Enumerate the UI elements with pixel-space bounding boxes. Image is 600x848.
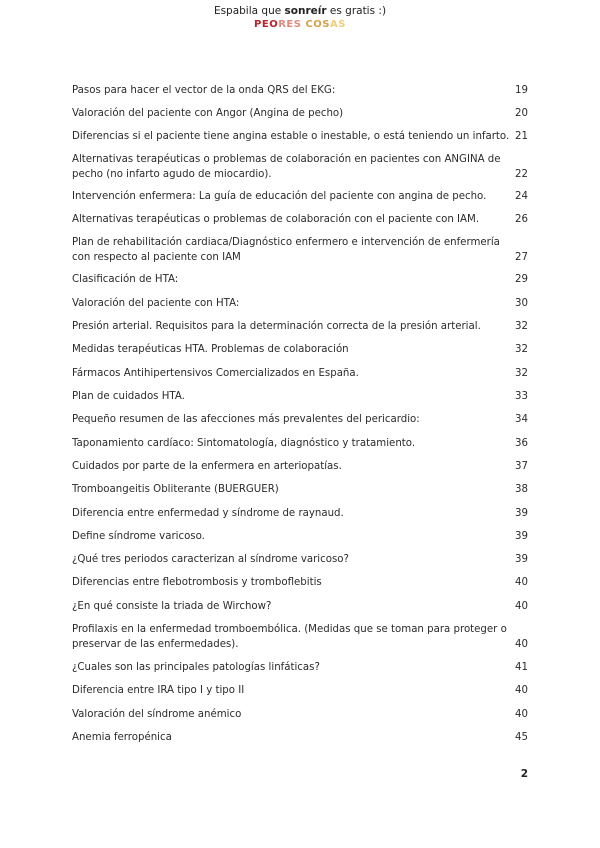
brand-logo — [0, 18, 600, 31]
tagline — [0, 4, 600, 18]
toc-entry[interactable] — [72, 460, 528, 475]
toc-entry[interactable] — [72, 107, 528, 122]
toc-entry-title: Plan de rehabilitación cardiaca/Diagnóstico enfermero e intervención de enfermería con respecto al paciente con IAM — [72, 237, 500, 263]
toc-entry[interactable] — [72, 343, 528, 358]
toc-entry[interactable] — [72, 553, 528, 568]
toc-entry-title: Diferencia entre enfermedad y síndrome de raynaud. — [72, 508, 344, 519]
toc-entry-page: 26 — [515, 214, 528, 225]
toc-entry-page: 40 — [515, 709, 528, 720]
toc-entry-page: 36 — [515, 438, 528, 449]
toc-entry-page: 45 — [515, 732, 528, 743]
toc-entry[interactable] — [72, 413, 528, 428]
toc-entry-page: 41 — [515, 662, 528, 673]
toc-entry-title: Plan de cuidados HTA. — [72, 391, 185, 402]
toc-entry-page: 40 — [515, 685, 528, 696]
toc-entry-title: Valoración del paciente con HTA: — [72, 298, 240, 309]
toc-entry-title: Anemia ferropénica — [72, 732, 172, 743]
toc-entry-title: Diferencias si el paciente tiene angina estable o inestable, o está teniendo un infarto. — [72, 131, 510, 142]
toc-entry-page: 39 — [515, 531, 528, 542]
toc-entry[interactable] — [72, 297, 528, 312]
toc-entry-page: 40 — [515, 638, 528, 650]
toc-entry[interactable] — [72, 600, 528, 615]
toc-entry-page: 27 — [515, 251, 528, 263]
toc-entry-title: Clasificación de HTA: — [72, 274, 179, 285]
toc-entry[interactable] — [72, 530, 528, 545]
toc-entry-page: 20 — [515, 108, 528, 119]
toc-entry-title: Profilaxis en la enfermedad tromboembólica. (Medidas que se toman para proteger o preservar de las enfermedades). — [72, 624, 507, 650]
toc-entry-page: 40 — [515, 577, 528, 588]
toc-entry-page: 38 — [515, 484, 528, 495]
toc-entry-page: 39 — [515, 508, 528, 519]
tagline-pre: Espabila que — [213, 5, 285, 17]
toc-entry[interactable] — [72, 483, 528, 498]
toc-entry-title: Intervención enfermera: La guía de educación del paciente con angina de pecho. — [72, 191, 487, 202]
toc-entry-title: Define síndrome varicoso. — [72, 531, 205, 542]
toc-entry-title: ¿Qué tres periodos caracterizan al síndrome varicoso? — [72, 554, 349, 565]
toc-entry-page: 40 — [515, 601, 528, 612]
toc-entry-title: Alternativas terapéuticas o problemas de colaboración con el paciente con IAM. — [72, 214, 480, 225]
tagline-post: es gratis :) — [326, 5, 387, 17]
toc-entry-title: Cuidados por parte de la enfermera en arteriopatías. — [72, 461, 342, 472]
toc-entry[interactable] — [72, 236, 528, 265]
toc-entry-title: Valoración del paciente con Angor (Angina de pecho) — [72, 108, 344, 119]
toc-entry-page: 33 — [515, 391, 528, 402]
toc-entry-title: Pasos para hacer el vector de la onda QRS del EKG: — [72, 85, 336, 96]
toc-entry-page: 24 — [515, 191, 528, 202]
toc-entry[interactable] — [72, 190, 528, 205]
brand-part: PEO — [254, 19, 279, 30]
toc-entry[interactable] — [72, 623, 528, 652]
toc-entry[interactable] — [72, 84, 528, 99]
brand-part: AS — [329, 19, 346, 30]
toc-entry-title: Diferencias entre flebotrombosis y tromboflebitis — [72, 577, 322, 588]
toc-entry-title: ¿Cuales son las principales patologías linfáticas? — [72, 662, 320, 673]
toc-entry-page: 19 — [515, 85, 528, 96]
toc-entry-page: 22 — [515, 168, 528, 180]
toc-entry-page: 29 — [515, 274, 528, 285]
toc-entry[interactable] — [72, 390, 528, 405]
toc-entry-title: Tromboangeitis Obliterante (BUERGUER) — [72, 484, 279, 495]
toc-entry-title: Valoración del síndrome anémico — [72, 709, 242, 720]
toc-entry-page: 32 — [515, 344, 528, 355]
toc-entry[interactable] — [72, 661, 528, 676]
toc-entry[interactable] — [72, 320, 528, 335]
toc-entry-title: Presión arterial. Requisitos para la determinación correcta de la presión arterial. — [72, 321, 481, 332]
toc-entry-page: 39 — [515, 554, 528, 565]
toc-entry-page: 32 — [515, 368, 528, 379]
toc-entry[interactable] — [72, 213, 528, 228]
toc-entry-page: 30 — [515, 298, 528, 309]
toc-entry-page: 21 — [515, 131, 528, 142]
toc-entry[interactable] — [72, 367, 528, 382]
toc-entry-title: Fármacos Antihipertensivos Comercializados en España. — [72, 368, 359, 379]
toc-entry[interactable] — [72, 130, 528, 145]
toc-entry[interactable] — [72, 273, 528, 288]
brand-part: COS — [305, 19, 330, 30]
toc-entry[interactable] — [72, 437, 528, 452]
page-number: 2 — [520, 768, 528, 780]
toc-entry[interactable] — [72, 507, 528, 522]
toc-entry-title: Taponamiento cardíaco: Sintomatología, diagnóstico y tratamiento. — [72, 438, 416, 449]
toc-entry-title: Diferencia entre IRA tipo I y tipo II — [72, 685, 245, 696]
page-header — [0, 4, 600, 31]
toc-entry-page: 32 — [515, 321, 528, 332]
toc-entry-title: Pequeño resumen de las afecciones más prevalentes del pericardio: — [72, 414, 420, 425]
toc-entry[interactable] — [72, 684, 528, 699]
brand-part: RES — [278, 19, 302, 30]
toc-entry[interactable] — [72, 708, 528, 723]
toc-entry-title: Medidas terapéuticas HTA. Problemas de colaboración — [72, 344, 349, 355]
toc-entry[interactable] — [72, 731, 528, 746]
toc-entry-page: 37 — [515, 461, 528, 472]
toc-entry-title: Alternativas terapéuticas o problemas de colaboración en pacientes con ANGINA de pecho (no infarto agudo de miocardio). — [72, 154, 501, 180]
toc-entry-title: ¿En qué consiste la triada de Wirchow? — [72, 601, 272, 612]
toc-entry[interactable] — [72, 153, 528, 182]
toc-entry-page: 34 — [515, 414, 528, 425]
tagline-bold: sonreír — [284, 5, 327, 17]
toc-entry[interactable] — [72, 576, 528, 591]
